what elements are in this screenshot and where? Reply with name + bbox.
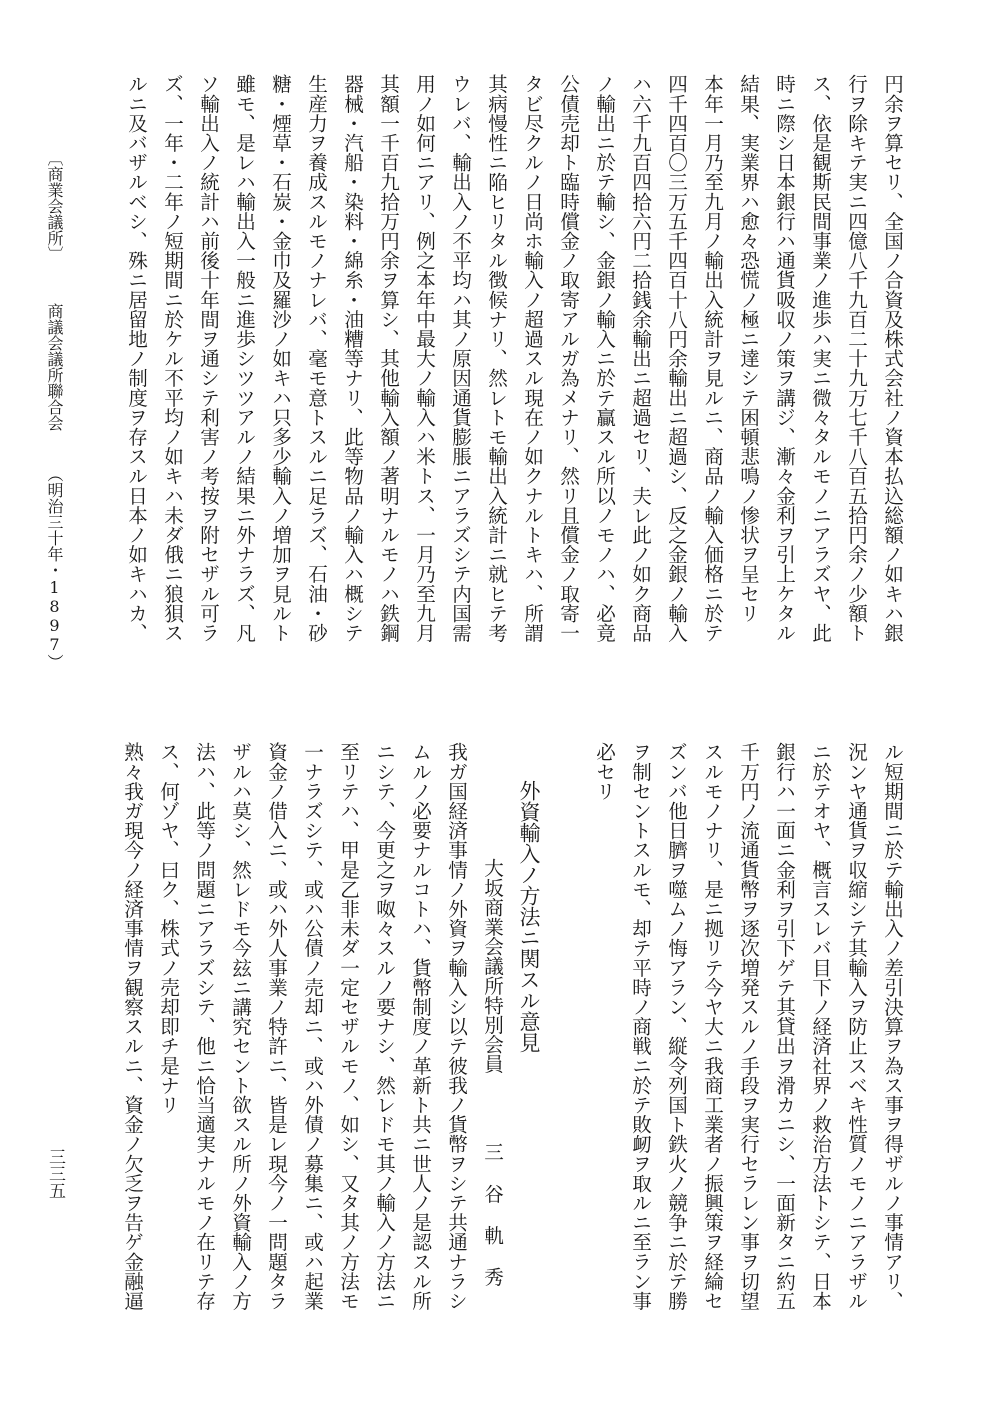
lower-column: ル短期間ニ於テ輸出入ノ差引決算ヲ為ス事ヲ得ザルノ事情アリ、 [880,742,904,1311]
lower-column: ズンバ他日臍ヲ噬ムノ悔アラン、縦令列国ト鉄火ノ競争ニ於テ勝 [664,742,688,1311]
upper-column: 糖・煙草・石炭・金巾及羅沙ノ如キハ只多少輸入ノ増加ヲ見ルト [268,74,292,643]
upper-column: ソ輸出入ノ統計ハ前後十年間ヲ通シテ利害ノ考按ヲ附セザル可ラ [196,74,220,643]
upper-column: タビ尽クルノ日尚ホ輸入ノ超過スル現在ノ如クナルトキハ、所謂 [520,74,544,643]
upper-column: 四千四百〇三万五千四百十八円余輸出ニ超過シ、反之金銀ノ輸入 [664,74,688,643]
lower-column: スルモノナリ、是ニ拠リテ今ヤ大ニ我商工業者ノ振興策ヲ経綸セ [700,742,724,1311]
upper-column: 其額一千百九拾万円余ヲ算シ、其他輸入額ノ著明ナルモノハ鉄鋼 [376,74,400,643]
upper-column: 行ヲ除キテ実ニ四億八千九百二十九万七千八百五拾円余ノ少額ト [844,74,868,643]
upper-column: 本年一月乃至九月ノ輸出入統計ヲ見ルニ、商品ノ輸入価格ニ於テ [700,74,724,643]
page-number: 三三五 [45,1148,65,1199]
lower-column: ヲ制セントスルモ、却テ平時ノ商戦ニ於テ敗衂ヲ取ルニ至ラン事 [628,742,652,1311]
upper-column: 結果、実業界ハ愈々恐慌ノ極ニ達シテ困頓悲鳴ノ惨状ヲ呈セリ [736,74,760,623]
article-column: 法ハ、此等ノ問題ニアラズシテ、他ニ恰当適実ナルモノ在リテ存 [192,742,216,1311]
upper-column: ウレバ、輸出入ノ不平均ハ其ノ原因通貨膨脹ニアラズシテ内国需 [448,74,472,643]
author-affiliation: 大坂商業会議所特別会員 [480,858,504,1074]
article-column: 至リテハ、甲是乙非未ダ一定セザルモノ、如シ、又タ其ノ方法モ [336,742,360,1311]
article-column: ザルハ莫シ、然レドモ今玆ニ講究セント欲スル所ノ外資輸入ノ方 [228,742,252,1311]
upper-column: ルニ及バザルベシ、殊ニ居留地ノ制度ヲ存スル日本ノ如キハカ、 [124,74,148,643]
article-column: ニシテ、今更之ヲ呶々スルノ要ナシ、然レドモ其ノ輸入ノ方法ニ [372,742,396,1311]
upper-column: 生産力ヲ養成スルモノナレバ、毫モ意トスルニ足ラズ、石油・砂 [304,74,328,643]
article-column: 資金ノ借入ニ、或ハ外人事業ノ特許ニ、皆是レ現今ノ一問題タラ [264,742,288,1311]
article-column: 我ガ国経済事情ノ外資ヲ輸入シ以テ彼我ノ貨幣ヲシテ共通ナラシ [444,742,468,1311]
upper-column: ハ六千九百四拾六円二拾銭余輸出ニ超過セリ、夫レ此ノ如ク商品 [628,74,652,643]
publisher-name: 商議会議所聯合会 [45,303,64,431]
upper-column: 用ノ如何ニアリ、例之本年中最大ノ輸入ハ米トス、一月乃至九月 [412,74,436,643]
lower-column: 銀行ハ一面ニ金利ヲ引下ゲテ其貸出ヲ滑カニシ、一面新タニ約五 [772,742,796,1311]
lower-column: 千万円ノ流通貨幣ヲ逐次増発スルノ手段ヲ実行セラレン事ヲ切望 [736,742,760,1311]
article-column: 熟々我ガ現今ノ経済事情ヲ観察スルニ、資金ノ欠乏ヲ告ゲ金融逼 [120,742,144,1311]
publication-date: （明治三十年・1897） [45,466,64,670]
upper-column: ノ輸出ニ於テ輸シ、金銀ノ輸入ニ於テ贏スル所以ノモノハ、必竟 [592,74,616,643]
lower-column: 必セリ [592,742,616,801]
upper-column: 器械・汽船・染料・綿糸・油糟等ナリ、此等物品ノ輸入ハ概シテ [340,74,364,643]
upper-column: 公債売却ト臨時償金ノ取寄アルガ為メナリ、然リ且償金ノ取寄一 [556,74,580,643]
upper-column: 円余ヲ算セリ、全国ノ合資及株式会社ノ資本払込総額ノ如キハ銀 [880,74,904,643]
lower-column: ニ於テオヤ、概言スレバ目下ノ経済社界ノ救治方法トシテ、日本 [808,742,832,1311]
running-header [46,150,62,670]
source-bracket: 〔商業会議所〕 [45,150,64,262]
author-name: 三谷軌秀 [480,1142,504,1309]
upper-column: ス、依是観斯民間事業ノ進歩ハ実ニ微々タルモノニアラズヤ、此 [808,74,832,643]
upper-column: 時ニ際シ日本銀行ハ通貨吸収ノ策ヲ講ジ、漸々金利ヲ引上ケタル [772,74,796,643]
upper-column: 雖モ、是レハ輸出入一般ニ進歩シツツアルノ結果ニ外ナラズ、凡 [232,74,256,643]
lower-column: 況ンヤ通貨ヲ収縮シテ其輸入ヲ防止スベキ性質ノモノニアラザル [844,742,868,1311]
article-column: 一ナラズシテ、或ハ公債ノ売却ニ、或ハ外債ノ募集ニ、或ハ起業 [300,742,324,1311]
article-column: ムルノ必要ナルコトハ、貨幣制度ノ革新ト共ニ世人ノ是認スル所 [408,742,432,1311]
article-title: 外資輸入ノ方法ニ関スル意見 [517,780,541,1053]
upper-column: 其病慢性ニ陥ヒリタル徴候ナリ、然レトモ輸出入統計ニ就ヒテ考 [484,74,508,643]
article-column: ス、何ゾヤ、曰ク、株式ノ売却即チ是ナリ [156,742,180,1115]
upper-column: ズ、一年・二年ノ短期間ニ於ケル不平均ノ如キハ未ダ俄ニ狼狽ス [160,74,184,643]
